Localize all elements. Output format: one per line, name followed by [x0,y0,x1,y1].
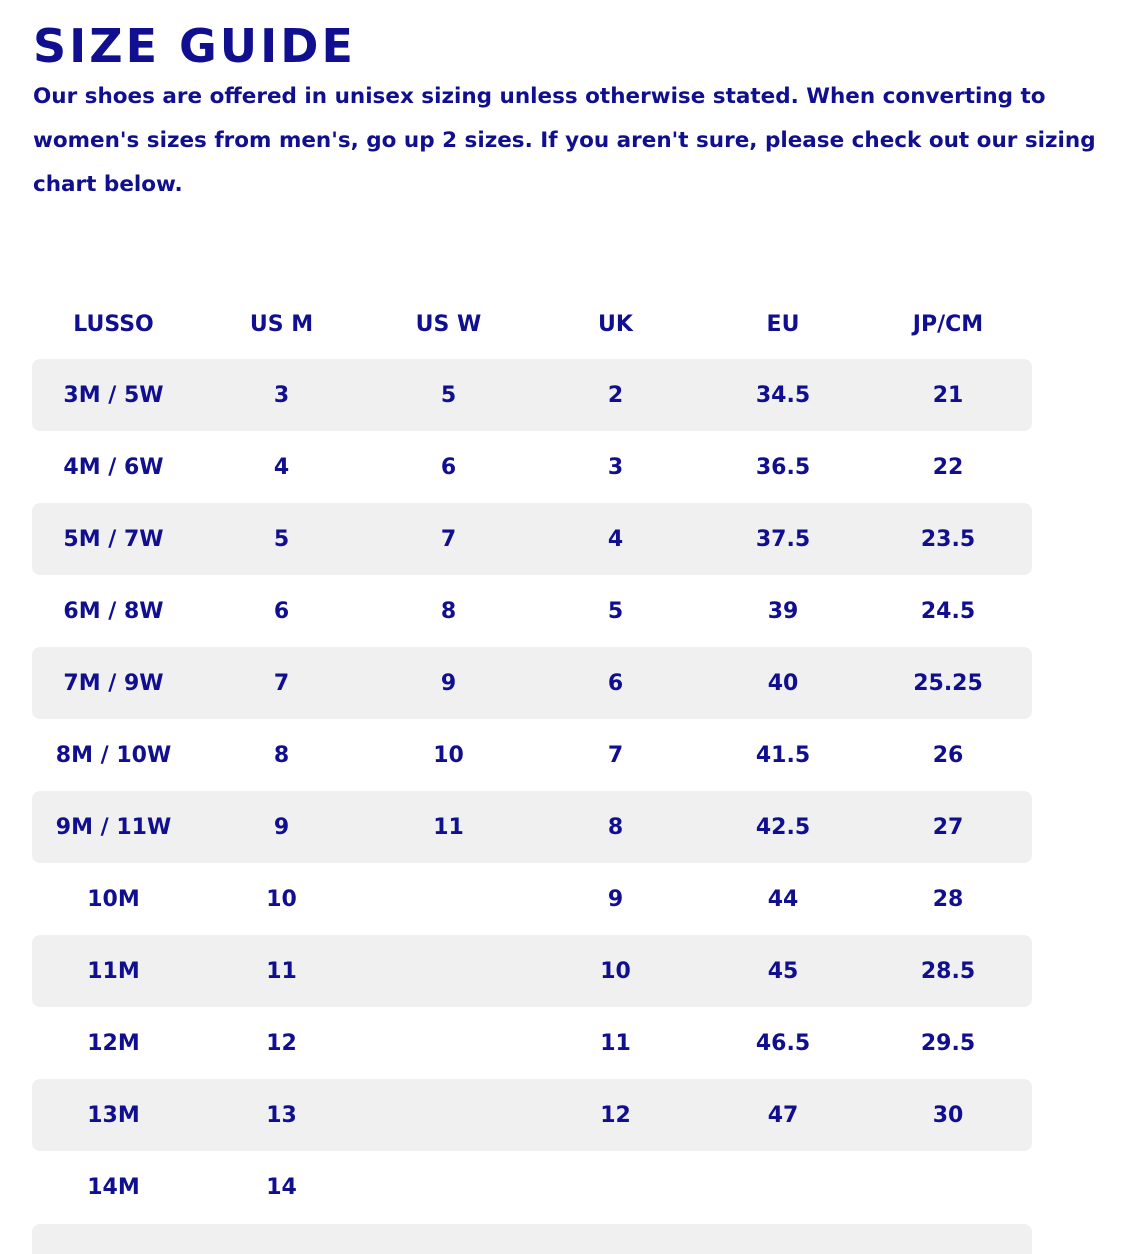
uk-cell: 7 [607,742,624,768]
eu-cell: 45 [702,935,864,1007]
us-m-cell: 13 [195,1079,368,1151]
size-chart-table [32,289,1032,1223]
jp-cm-cell: 27 [864,791,1032,863]
us-w-cell: 10 [433,742,464,768]
table-row [32,575,1032,647]
us-w-cell: 6 [440,454,457,480]
table-row [32,647,1032,719]
us-w-cell [368,1007,529,1079]
us-m-cell: 7 [195,647,368,719]
us-m-cell: 11 [195,935,368,1007]
us-m-cell: 14 [266,1174,297,1200]
column-header-us-m: US M [249,311,314,337]
eu-cell: 36.5 [755,454,811,480]
jp-cm-cell: 21 [864,359,1032,431]
intro-text: Our shoes are offered in unisex sizing unless otherwise stated. When converting to women's sizes from men's, go up 2 sizes. If you aren't sure, please check out our sizing chart below. [33,84,1096,197]
eu-cell: 47 [702,1079,864,1151]
table-row [32,863,1032,935]
table-row-partial [32,1224,1032,1254]
us-w-cell: 9 [368,647,529,719]
jp-cm-cell: 25.25 [864,647,1032,719]
us-m-cell: 5 [195,503,368,575]
uk-cell: 4 [529,503,702,575]
table-row [32,1079,1032,1151]
column-header-uk: UK [598,311,633,337]
eu-cell: 34.5 [702,359,864,431]
jp-cm-cell: 30 [864,1079,1032,1151]
us-m-cell: 3 [195,359,368,431]
us-m-cell: 10 [266,886,297,912]
lusso-cell: 11M [32,935,195,1007]
us-m-cell: 6 [273,598,290,624]
uk-cell: 11 [600,1030,631,1056]
table-row [32,431,1032,503]
eu-cell: 46.5 [755,1030,811,1056]
table-row [32,359,1032,431]
lusso-cell: 8M / 10W [55,742,172,768]
us-w-cell [368,1079,529,1151]
eu-cell: 44 [767,886,799,912]
eu-cell: 40 [702,647,864,719]
us-m-cell: 12 [266,1030,297,1056]
jp-cm-cell: 28.5 [864,935,1032,1007]
jp-cm-cell: 22 [932,454,964,480]
eu-cell [702,1151,864,1223]
lusso-cell: 10M [87,886,140,912]
us-w-cell: 8 [440,598,457,624]
lusso-cell: 13M [32,1079,195,1151]
eu-cell: 42.5 [702,791,864,863]
jp-cm-cell: 26 [932,742,964,768]
jp-cm-cell: 28 [932,886,964,912]
us-m-cell: 9 [195,791,368,863]
lusso-cell: 7M / 9W [32,647,195,719]
lusso-cell: 12M [87,1030,140,1056]
uk-cell: 2 [529,359,702,431]
table-row [32,503,1032,575]
jp-cm-cell: 29.5 [920,1030,976,1056]
table-row [32,1151,1032,1223]
us-m-cell: 4 [273,454,290,480]
uk-cell: 10 [529,935,702,1007]
column-header-eu: EU [766,311,800,337]
table-body [32,359,1032,1223]
eu-cell: 41.5 [755,742,811,768]
us-w-cell [368,863,529,935]
lusso-cell: 3M / 5W [32,359,195,431]
lusso-cell: 6M / 8W [63,598,164,624]
lusso-cell: 9M / 11W [32,791,195,863]
uk-cell: 12 [529,1079,702,1151]
jp-cm-cell [864,1151,1032,1223]
lusso-cell: 4M / 6W [63,454,164,480]
uk-cell: 9 [607,886,624,912]
us-m-cell: 8 [273,742,290,768]
table-row [32,935,1032,1007]
uk-cell: 5 [607,598,624,624]
us-w-cell: 11 [368,791,529,863]
jp-cm-cell: 24.5 [920,598,976,624]
lusso-cell: 14M [87,1174,140,1200]
lusso-cell: 5M / 7W [32,503,195,575]
uk-cell: 6 [529,647,702,719]
jp-cm-cell: 23.5 [864,503,1032,575]
table-row [32,1007,1032,1079]
us-w-cell [368,1151,529,1223]
table-header-row [32,289,1032,359]
eu-cell: 37.5 [702,503,864,575]
uk-cell: 8 [529,791,702,863]
table-row [32,791,1032,863]
us-w-cell [368,935,529,1007]
us-w-cell: 7 [368,503,529,575]
us-w-cell: 5 [368,359,529,431]
column-header-jp-cm: JP/CM [912,311,984,337]
eu-cell: 39 [767,598,799,624]
column-header-lusso: LUSSO [73,311,154,337]
uk-cell [529,1151,702,1223]
page-title: SIZE GUIDE [33,19,356,73]
column-header-us-w: US W [415,311,482,337]
uk-cell: 3 [607,454,624,480]
table-row [32,719,1032,791]
